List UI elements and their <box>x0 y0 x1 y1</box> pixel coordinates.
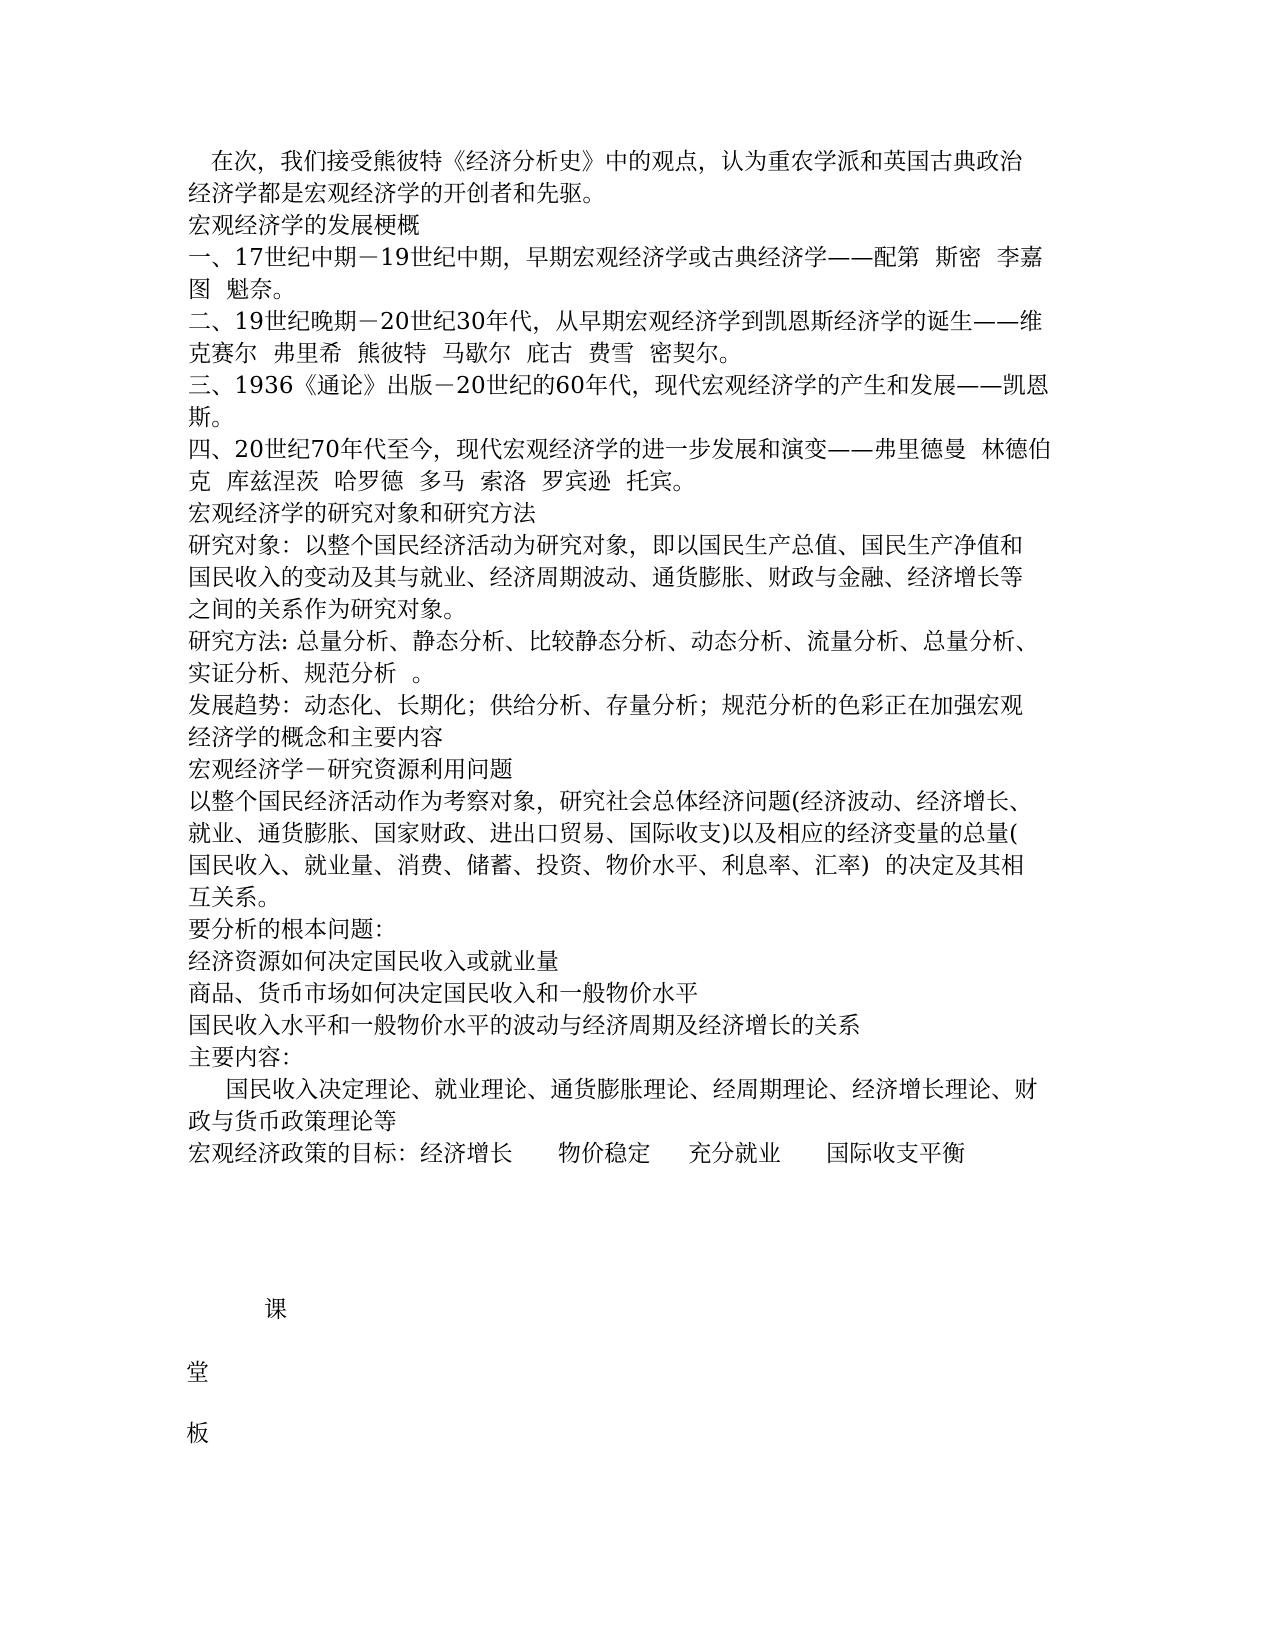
vertical-heading-char: 堂 <box>186 1360 209 1386</box>
vertical-heading-char: 板 <box>186 1421 209 1447</box>
paragraph-line: 宏观经济政策的目标：经济增长 物价稳定 充分就业 国际收支平衡 <box>188 1141 966 1167</box>
paragraph-line: 政与货币政策理论等 <box>188 1109 397 1135</box>
paragraph-line: 经济学都是宏观经济学的开创者和先驱。 <box>188 181 606 207</box>
paragraph-line: 斯。 <box>188 405 235 431</box>
paragraph-line: 主要内容： <box>188 1045 304 1071</box>
list-item: 商品、货币市场如何决定国民收入和一般物价水平 <box>188 981 699 1007</box>
paragraph-line: 互关系。 <box>188 885 281 911</box>
paragraph-line: 国民收入的变动及其与就业、经济周期波动、通货膨胀、财政与金融、经济增长等 <box>188 565 1024 591</box>
paragraph-line: 研究对象：以整个国民经济活动为研究对象，即以国民生产总值、国民生产净值和 <box>188 533 1024 559</box>
list-item: 国民收入水平和一般物价水平的波动与经济周期及经济增长的关系 <box>188 1013 861 1039</box>
paragraph-line: 在次，我们接受熊彼特《经济分析史》中的观点，认为重农学派和英国古典政治 <box>188 149 1023 175</box>
section-heading: 宏观经济学的研究对象和研究方法 <box>188 501 536 527</box>
paragraph-line: 三、1936《通论》出版－20世纪的60年代，现代宏观经济学的产生和发展——凯恩 <box>188 373 1050 399</box>
paragraph-line: 克赛尔 弗里希 熊彼特 马歇尔 庇古 费雪 密契尔。 <box>188 341 743 367</box>
paragraph-line: 以整个国民经济活动作为考察对象，研究社会总体经济问题(经济波动、经济增长、 <box>188 789 1033 815</box>
paragraph-line: 研究方法: 总量分析、静态分析、比较静态分析、动态分析、流量分析、总量分析、 <box>188 629 1039 655</box>
paragraph-line: 之间的关系作为研究对象。 <box>188 597 467 623</box>
list-item: 经济资源如何决定国民收入或就业量 <box>188 949 560 975</box>
paragraph-line: 一、17世纪中期－19世纪中期，早期宏观经济学或古典经济学——配第 斯密 李嘉 <box>188 245 1043 271</box>
paragraph-line: 国民收入决定理论、就业理论、通货膨胀理论、经周期理论、经济增长理论、财 <box>188 1077 1038 1103</box>
paragraph-line: 经济学的概念和主要内容 <box>188 725 444 751</box>
paragraph-line: 克 库兹涅茨 哈罗德 多马 索洛 罗宾逊 托宾。 <box>188 469 696 495</box>
paragraph-line: 四、20世纪70年代至今，现代宏观经济学的进一步发展和演变——弗里德曼 林德伯 <box>188 437 1052 463</box>
section-heading: 宏观经济学的发展梗概 <box>188 213 420 239</box>
document-body <box>188 146 1088 1170</box>
paragraph-line: 实证分析、规范分析 。 <box>188 661 436 687</box>
paragraph-line: 国民收入、就业量、消费、储蓄、投资、物价水平、利息率、汇率) 的决定及其相 <box>188 853 1025 879</box>
paragraph-line: 二、19世纪晚期－20世纪30年代，从早期宏观经济学到凯恩斯经济学的诞生——维 <box>188 309 1043 335</box>
paragraph-line: 就业、通货膨胀、国家财政、进出口贸易、国际收支)以及相应的经济变量的总量( <box>188 821 1019 847</box>
paragraph-line: 宏观经济学－研究资源利用问题 <box>188 757 513 783</box>
paragraph-line: 图 魁奈。 <box>188 277 296 303</box>
paragraph-line: 要分析的根本问题： <box>188 917 397 943</box>
paragraph-line: 发展趋势：动态化、长期化；供给分析、存量分析；规范分析的色彩正在加强宏观 <box>188 693 1024 719</box>
vertical-heading-char: 课 <box>264 1297 287 1323</box>
